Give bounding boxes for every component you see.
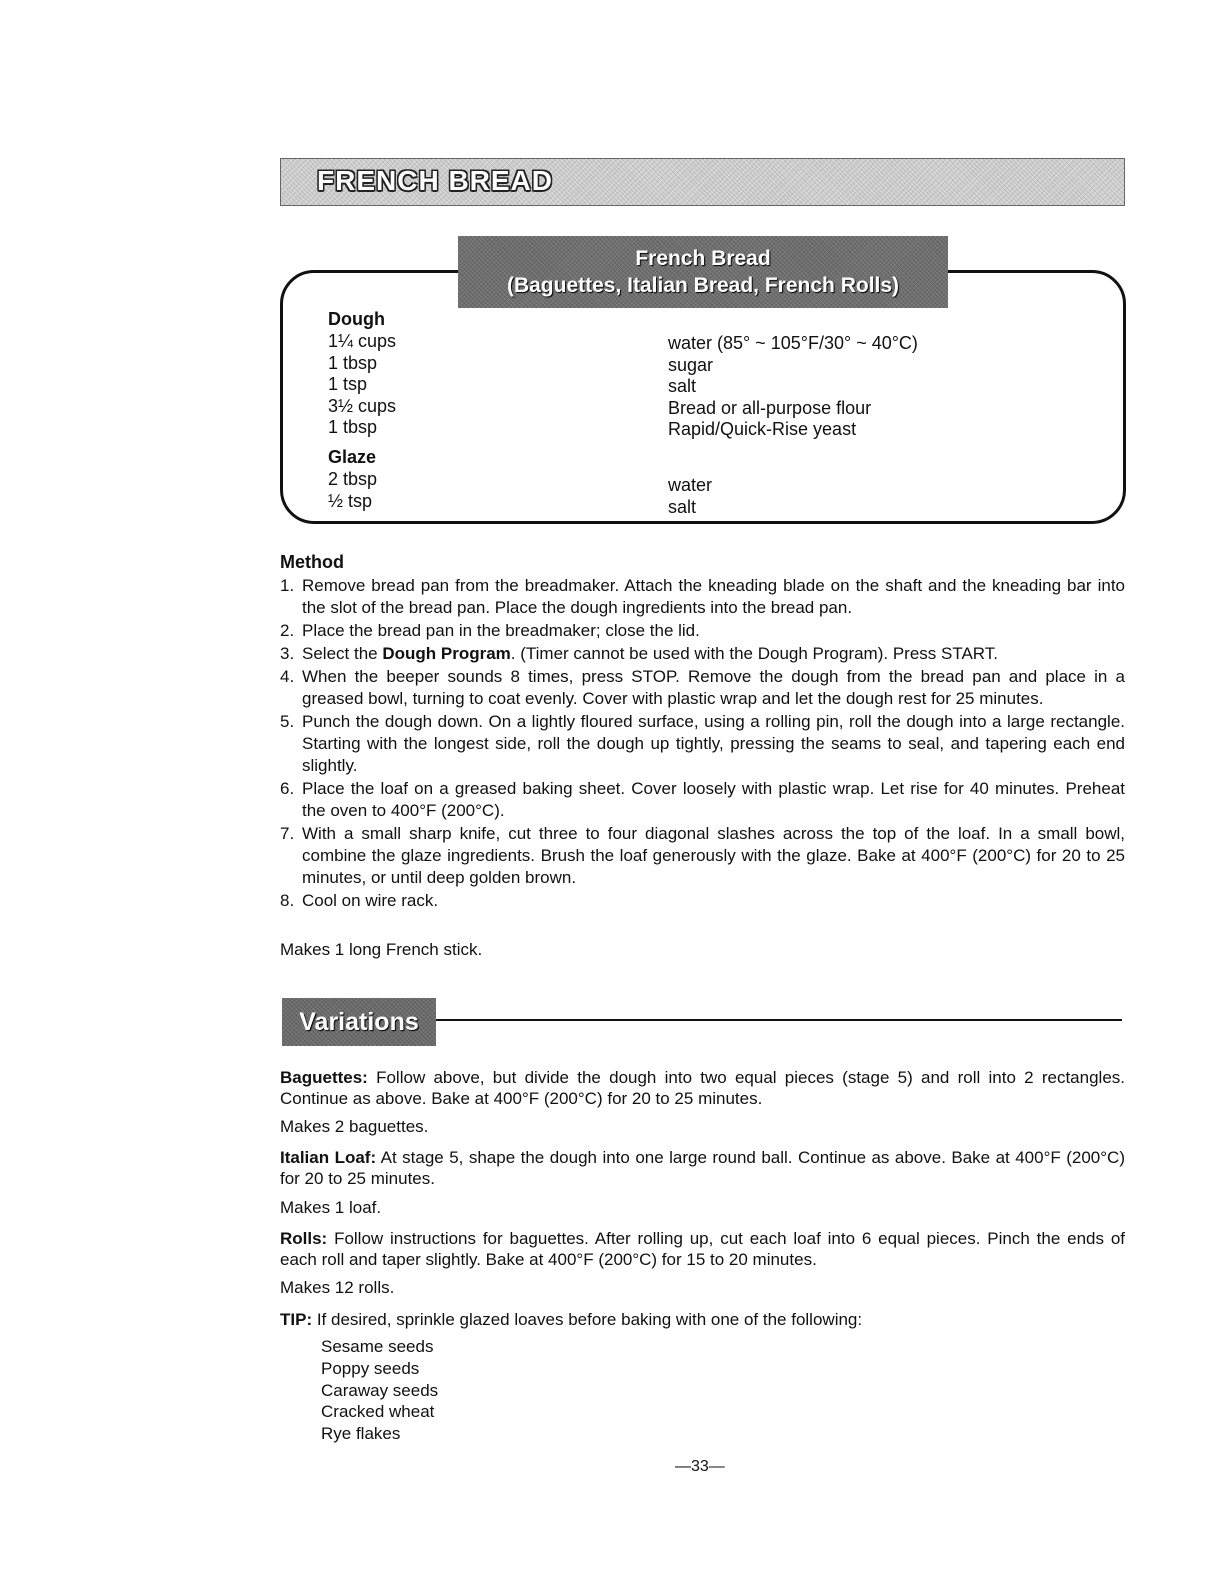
method-heading: Method	[280, 552, 344, 572]
ingredient-name: water (85° ~ 105°F/30° ~ 40°C)	[668, 333, 918, 353]
rolls-variation: Rolls: Follow instructions for baguettes. After rolling up, cut each loaf into 6 equal pieces. Pinch the ends of each roll and taper slightly. Bake at 400°F (200°C) for 15 to 20 minutes.	[280, 1229, 1125, 1269]
recipe-title-banner	[458, 236, 948, 308]
yield-text: Makes 12 rolls.	[280, 1278, 395, 1297]
italian-loaf-variation: Italian Loaf: At stage 5, shape the dough into one large round ball. Continue as above. Bake at 400°F (200°C) for 20 to 25 minutes.	[280, 1148, 1125, 1188]
ingredient-qty: 3½ cups	[328, 395, 397, 416]
section-title: FRENCH BREAD	[317, 165, 553, 196]
dough-quantities	[328, 331, 396, 439]
ingredient-qty: 1 tsp	[328, 374, 368, 395]
divider	[436, 1019, 1122, 1021]
method-step: 4. When the beeper sounds 8 times, press STOP. Remove the dough from the bread pan and place in a greased bowl, turning to coat evenly. Cover with plastic wrap and let the dough rest for 25 minutes.	[280, 667, 1125, 708]
ingredient-name: water	[668, 475, 713, 495]
tip-item: Sesame seeds	[321, 1337, 434, 1356]
page-number: —33—	[675, 1458, 725, 1475]
method-step: 8. Cool on wire rack.	[280, 891, 439, 910]
method-steps	[280, 575, 1125, 912]
ingredient-qty: ½ tsp	[328, 490, 373, 511]
ingredient-name: sugar	[668, 354, 714, 375]
tip: TIP: If desired, sprinkle glazed loaves before baking with one of the following:	[280, 1310, 863, 1329]
glaze-quantities	[328, 469, 377, 512]
baguettes-variation: Baguettes: Follow above, but divide the dough into two equal pieces (stage 5) and roll into 2 rectangles. Continue as above. Bake at 400°F (200°C) for 20 to 25 minutes.	[280, 1068, 1125, 1108]
dough-items	[668, 333, 918, 441]
ingredient-name: salt	[668, 376, 697, 397]
method-step: 2. Place the bread pan in the breadmaker; close the lid.	[280, 621, 700, 640]
variations-heading: Variations	[282, 998, 436, 1046]
tip-item: Cracked wheat	[321, 1402, 435, 1422]
ingredient-qty: 1 tbsp	[328, 417, 378, 438]
yield-text: Makes 1 long French stick.	[280, 940, 483, 959]
glaze-items	[668, 475, 712, 518]
tip-item: Poppy seeds	[321, 1358, 420, 1378]
ingredient-name: Bread or all-purpose flour	[668, 397, 872, 418]
tip-item: Caraway seeds	[321, 1380, 439, 1400]
ingredient-qty: 2 tbsp	[328, 469, 378, 489]
method-step: 7. With a small sharp knife, cut three to four diagonal slashes across the top of the loaf. In a small bowl, combine the glaze ingredients. Brush the loaf generously with the glaze. Bake at 400°F (200°C) for 20 to 25 minutes, or until deep golden brown.	[280, 824, 1125, 887]
tip-list	[321, 1336, 438, 1445]
ingredient-qty: 1 tbsp	[328, 352, 378, 373]
ingredient-qty: 1¼ cups	[328, 331, 397, 351]
dough-heading: Dough	[328, 309, 385, 329]
ingredient-name: Rapid/Quick-Rise yeast	[668, 419, 857, 440]
section-header-bar	[280, 158, 1125, 206]
method-step: 1. Remove bread pan from the breadmaker. Attach the kneading blade on the shaft and the kneading bar into the slot of the bread pan. Place the dough ingredients into the bread pan.	[280, 576, 1125, 617]
yield-text: Makes 1 loaf.	[280, 1198, 382, 1217]
yield-text: Makes 2 baguettes.	[280, 1117, 429, 1136]
method-step: 3. Select the Dough Program. (Timer cannot be used with the Dough Program). Press START.	[280, 644, 998, 663]
recipe-title: French Bread	[635, 247, 771, 270]
method-step: 5. Punch the dough down. On a lightly floured surface, using a rolling pin, roll the dough into a large rectangle. Starting with the longest side, roll the dough up tightly, pressing the seams to seal, and tapering each end slightly.	[280, 712, 1125, 775]
method-step: 6. Place the loaf on a greased baking sheet. Cover loosely with plastic wrap. Let rise for 40 minutes. Preheat the oven to 400°F (200°C).	[280, 779, 1125, 820]
tip-item: Rye flakes	[321, 1424, 401, 1444]
ingredient-name: salt	[668, 496, 697, 517]
glaze-heading: Glaze	[328, 447, 377, 467]
recipe-subtitle: (Baguettes, Italian Bread, French Rolls)	[506, 274, 900, 297]
